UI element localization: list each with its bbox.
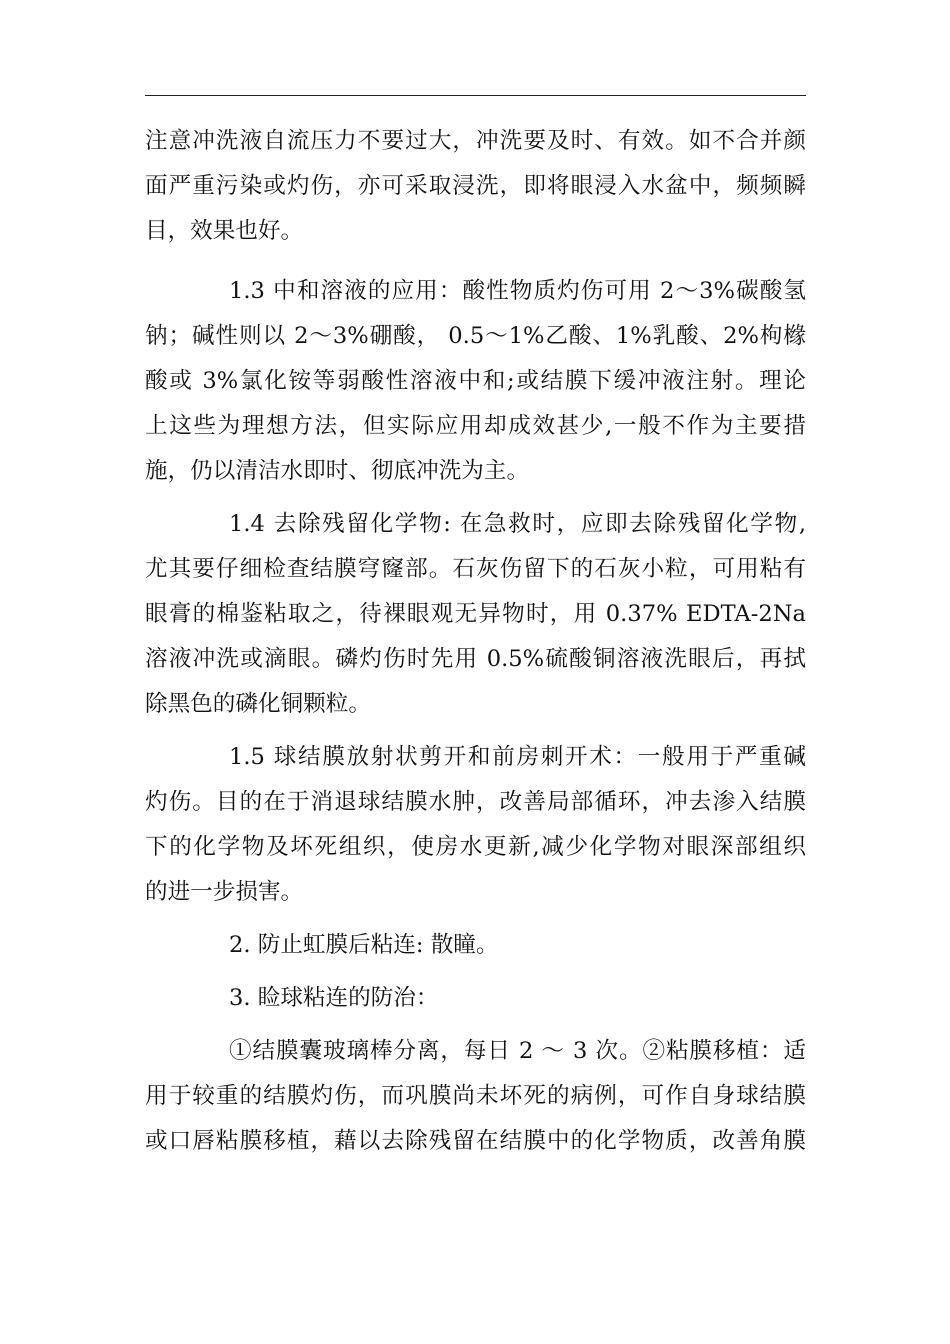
text-line: 溶液冲洗或滴眼。磷灼伤时先用 0.5%硫酸铜溶液洗眼后，再拭 — [145, 646, 806, 672]
text-line: 或口唇粘膜移植，藉以去除残留在结膜中的化学物质，改善角膜 — [145, 1128, 806, 1154]
text-line: 1.3 中和溶液的应用：酸性物质灼伤可用 2～3%碳酸氢 — [229, 278, 806, 304]
text-line: 用于较重的结膜灼伤，而巩膜尚未坏死的病例，可作自身球结膜 — [145, 1083, 806, 1109]
text-line: 面严重污染或灼伤，亦可采取浸洗，即将眼浸入水盆中，频频瞬 — [145, 173, 806, 199]
text-line: 施，仍以清洁水即时、彻底冲洗为主。 — [145, 458, 530, 484]
text-line: 除黑色的磷化铜颗粒。 — [145, 691, 371, 717]
header-rule — [145, 95, 806, 96]
paragraph — [145, 735, 806, 915]
paragraph — [145, 1029, 806, 1164]
document-body — [145, 119, 806, 1164]
text-line: 下的化学物及坏死组织，使房水更新,减少化学物对眼深部组织 — [145, 834, 806, 860]
text-line: 注意冲洗液自流压力不要过大，冲洗要及时、有效。如不合并颜 — [145, 128, 806, 154]
text-line: 1.5 球结膜放射状剪开和前房刺开术：一般用于严重碱 — [229, 744, 806, 770]
text-line: 3. 睑球粘连的防治： — [229, 985, 439, 1011]
text-line: 尤其要仔细检查结膜穹窿部。石灰伤留下的石灰小粒，可用粘有 — [145, 556, 806, 582]
paragraph — [145, 269, 806, 494]
text-line: 上这些为理想方法，但实际应用却成效甚少,一般不作为主要措 — [145, 413, 806, 439]
paragraph — [145, 923, 806, 968]
text-line: 2. 防止虹膜后粘连: 散瞳。 — [229, 932, 499, 958]
text-line: 的进一步损害。 — [145, 879, 304, 905]
paragraph — [145, 976, 806, 1021]
text-line: ①结膜囊玻璃棒分离，每日 2 ～ 3 次。②粘膜移植：适 — [229, 1038, 806, 1064]
text-line: 灼伤。目的在于消退球结膜水肿，改善局部循环，冲去渗入结膜 — [145, 789, 806, 815]
text-line: 酸或 3%氯化铵等弱酸性溶液中和;或结膜下缓冲液注射。理论 — [145, 368, 806, 394]
text-line: 眼膏的棉鉴粘取之，待裸眼观无异物时，用 0.37% EDTA-2Na — [145, 601, 806, 627]
paragraph — [145, 502, 806, 727]
paragraph — [145, 119, 806, 254]
text-line: 1.4 去除残留化学物: 在急救时，应即去除残留化学物, — [229, 511, 806, 537]
text-line: 钠；碱性则以 2～3%硼酸， 0.5～1%乙酸、1%乳酸、2%枸橼 — [145, 323, 806, 349]
text-line: 目，效果也好。 — [145, 218, 304, 244]
